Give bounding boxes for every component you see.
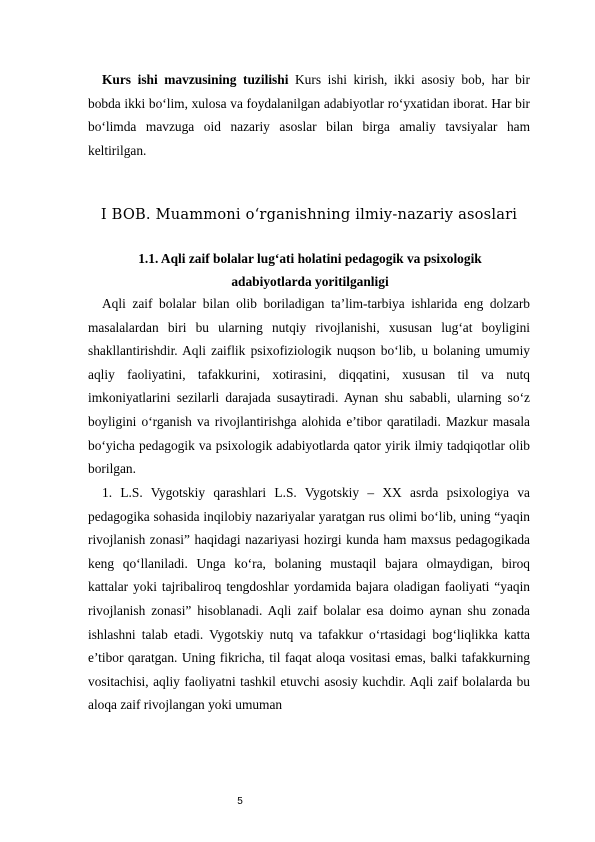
section-title: 1.1. Aqli zaif bolalar lug‘ati holatini pedagogik va psixologik adabiyotlarda yoritilganligi <box>138 251 482 290</box>
intro-lead: Kurs ishi mavzusining tuzilishi <box>102 72 289 87</box>
page-number: 5 <box>237 796 243 807</box>
intro-paragraph <box>88 68 530 162</box>
body-paragraph-1: Aqli zaif bolalar bilan olib boriladigan ta’lim-tarbiya ishlarida eng dolzarb masalalardan biri bu ularning nutqiy rivojlanishi, xususan lug‘at boyligini shakllantirishdir. Aqli zaiflik psixofiziologik nuqson bo‘lib, u bolaning umumiy aqliy faoliyatini, tafakkurini, xotirasini, diqqatini, xususan til va nutq imkoniyatlarini sezilarli darajada susaytiradi. Aynan shu sababli, ularning so‘z boyligini o‘rganish va rivojlantirishga alohida e’tibor qaratiladi. Mazkur masala bo‘yicha pedagogik va psixologik adabiyotlarda qator yirik ilmiy tadqiqotlar olib borilgan. <box>88 296 530 477</box>
intro-body: Kurs ishi kirish, ikki asosiy bob, har bir bobda ikki bo‘lim, xulosa va foydalanilgan adabiyotlar ro‘yxatidan iborat. Har bir bo‘limda mavzuga oid nazariy asoslar bilan birga amaliy tavsiyalar ham keltirilgan. <box>88 72 530 158</box>
chapter-title: I BOB. Muammoni o‘rganishning ilmiy-nazariy asoslari <box>100 206 518 223</box>
body-paragraph-2: 1. L.S. Vygotskiy qarashlari L.S. Vygotskiy – XX asrda psixologiya va pedagogika sohasida inqilobiy nazariyalar yaratgan rus olimi bo‘lib, uning “yaqin rivojlanish zonasi” haqidagi nazariyasi hozirgi kunda ham maxsus pedagogikada keng qo‘llaniladi. Unga ko‘ra, bolaning mustaqil bajara olmaydigan, biroq kattalar yoki tajribaliroq tengdoshlar yordamida bajara oladigan faoliyati “yaqin rivojlanish zonasi” hisoblanadi. Aqli zaif bolalar esa doimo aynan shu zonada ishlashni talab etadi. Vygotskiy nutq va tafakkur o‘rtasidagi bog‘liqlikka katta e’tibor qaratgan. Uning fikricha, til faqat aloqa vositasi emas, balki tafakkurning vositachisi, aqliy faoliyatni tashkil etuvchi asosiy kuchdir. Aqli zaif bolalarda bu aloqa zaif rivojlangan yoki umuman <box>88 485 530 713</box>
